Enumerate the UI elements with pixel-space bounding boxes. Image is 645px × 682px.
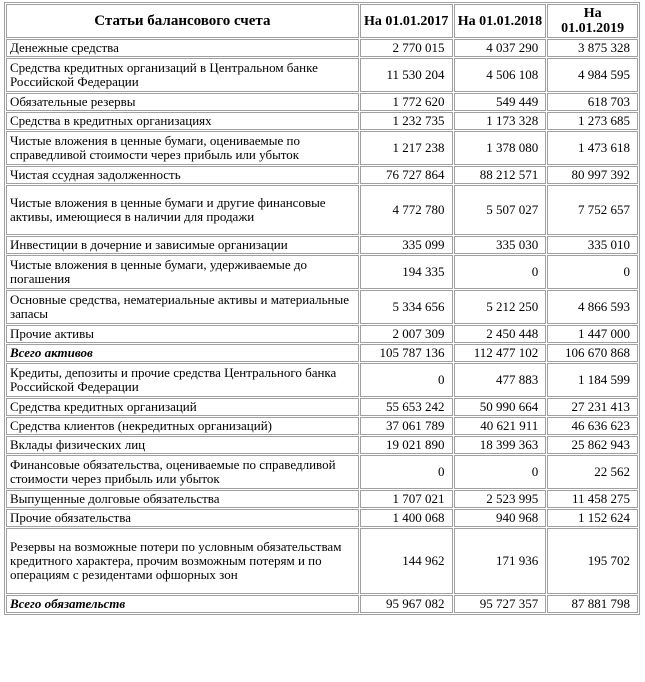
header-row [6,4,638,38]
value-2017: 2 007 309 [360,325,453,343]
header-2019: На 01.01.2019 [547,4,638,38]
value-2017: 144 962 [360,528,453,594]
value-2017: 1 217 238 [360,131,453,165]
value-2018: 1 378 080 [454,131,547,165]
value-2018: 940 968 [454,509,547,527]
table-row [6,436,638,454]
value-2019: 27 231 413 [547,398,638,416]
value-2018: 40 621 911 [454,417,547,435]
value-2017: 55 653 242 [360,398,453,416]
value-2018: 335 030 [454,236,547,254]
value-2019: 46 636 623 [547,417,638,435]
row-label: Кредиты, депозиты и прочие средства Центрального банка Российской Федерации [6,363,359,397]
value-2019: 0 [547,255,638,289]
row-label: Всего активов [6,344,359,362]
value-2017: 11 530 204 [360,58,453,92]
table-row [6,417,638,435]
table-row [6,490,638,508]
value-2017: 1 232 735 [360,112,453,130]
value-2018: 5 212 250 [454,290,547,324]
value-2019: 11 458 275 [547,490,638,508]
value-2018: 549 449 [454,93,547,111]
value-2019: 25 862 943 [547,436,638,454]
value-2017: 95 967 082 [360,595,453,613]
row-label: Выпущенные долговые обязательства [6,490,359,508]
table-row [6,166,638,184]
table-row [6,398,638,416]
value-2018: 18 399 363 [454,436,547,454]
table-row [6,255,638,289]
value-2017: 1 707 021 [360,490,453,508]
table-body [6,39,638,613]
balance-sheet-table [4,2,640,615]
value-2019: 4 866 593 [547,290,638,324]
row-label: Денежные средства [6,39,359,57]
value-2019: 4 984 595 [547,58,638,92]
table-row [6,363,638,397]
value-2019: 618 703 [547,93,638,111]
value-2017: 0 [360,455,453,489]
row-label: Чистые вложения в ценные бумаги и другие финансовые активы, имеющиеся в наличии для продажи [6,185,359,235]
value-2017: 4 772 780 [360,185,453,235]
value-2018: 2 523 995 [454,490,547,508]
table-row [6,509,638,527]
value-2018: 4 037 290 [454,39,547,57]
table-row [6,325,638,343]
value-2019: 3 875 328 [547,39,638,57]
total-row [6,595,638,613]
header-2018: На 01.01.2018 [454,4,547,38]
value-2019: 106 670 868 [547,344,638,362]
value-2019: 1 447 000 [547,325,638,343]
row-label: Основные средства, нематериальные активы и материальные запасы [6,290,359,324]
value-2017: 194 335 [360,255,453,289]
value-2019: 1 273 685 [547,112,638,130]
value-2019: 80 997 392 [547,166,638,184]
value-2019: 335 010 [547,236,638,254]
value-2017: 1 772 620 [360,93,453,111]
value-2019: 22 562 [547,455,638,489]
value-2018: 50 990 664 [454,398,547,416]
value-2018: 0 [454,255,547,289]
row-label: Средства кредитных организаций в Центральном банке Российской Федерации [6,58,359,92]
row-label: Прочие активы [6,325,359,343]
table-row [6,528,638,594]
row-label: Инвестиции в дочерние и зависимые организации [6,236,359,254]
row-label: Резервы на возможные потери по условным обязательствам кредитного характера, прочим возможным потерям и по операциям с резидентами офшорных зон [6,528,359,594]
value-2017: 0 [360,363,453,397]
value-2019: 87 881 798 [547,595,638,613]
value-2017: 76 727 864 [360,166,453,184]
table-row [6,455,638,489]
value-2019: 195 702 [547,528,638,594]
row-label: Чистая ссудная задолженность [6,166,359,184]
row-label: Финансовые обязательства, оцениваемые по справедливой стоимости через прибыль или убыток [6,455,359,489]
row-label: Вклады физических лиц [6,436,359,454]
total-row [6,344,638,362]
value-2018: 2 450 448 [454,325,547,343]
table-row [6,39,638,57]
value-2018: 1 173 328 [454,112,547,130]
value-2017: 19 021 890 [360,436,453,454]
value-2018: 4 506 108 [454,58,547,92]
value-2018: 5 507 027 [454,185,547,235]
table-row [6,112,638,130]
value-2019: 1 473 618 [547,131,638,165]
row-label: Чистые вложения в ценные бумаги, удерживаемые до погашения [6,255,359,289]
value-2018: 112 477 102 [454,344,547,362]
table-row [6,58,638,92]
value-2017: 335 099 [360,236,453,254]
row-label: Обязательные резервы [6,93,359,111]
header-items: Статьи балансового счета [6,4,359,38]
value-2017: 2 770 015 [360,39,453,57]
header-2017: На 01.01.2017 [360,4,453,38]
value-2018: 88 212 571 [454,166,547,184]
value-2018: 477 883 [454,363,547,397]
table-row [6,290,638,324]
row-label: Прочие обязательства [6,509,359,527]
row-label: Средства в кредитных организациях [6,112,359,130]
value-2018: 171 936 [454,528,547,594]
row-label: Чистые вложения в ценные бумаги, оцениваемые по справедливой стоимости через прибыль или убыток [6,131,359,165]
value-2019: 1 152 624 [547,509,638,527]
value-2019: 7 752 657 [547,185,638,235]
value-2019: 1 184 599 [547,363,638,397]
table-row [6,236,638,254]
row-label: Средства кредитных организаций [6,398,359,416]
value-2018: 0 [454,455,547,489]
row-label: Всего обязательств [6,595,359,613]
value-2017: 5 334 656 [360,290,453,324]
value-2018: 95 727 357 [454,595,547,613]
value-2017: 105 787 136 [360,344,453,362]
value-2017: 1 400 068 [360,509,453,527]
table-row [6,185,638,235]
row-label: Средства клиентов (некредитных организаций) [6,417,359,435]
value-2017: 37 061 789 [360,417,453,435]
table-row [6,131,638,165]
table-row [6,93,638,111]
